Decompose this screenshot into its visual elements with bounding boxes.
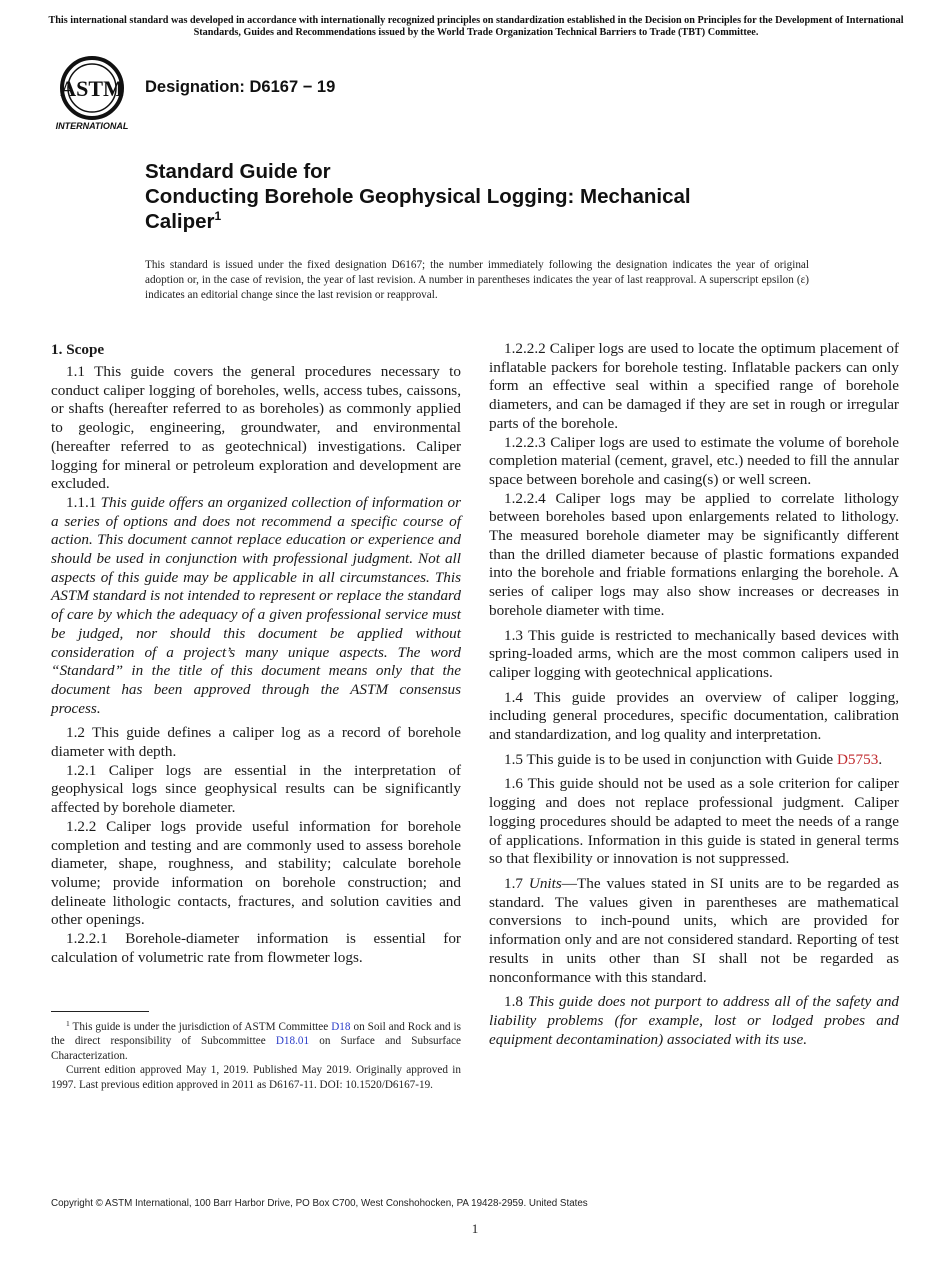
para-1-2-2-2: 1.2.2.2 Caliper logs are used to locate the optimum placement of inflatable packers for borehole testing. Inflatable packers can only form an effective seal within a specified range of borehole diameters, and can be damaged if they are set in rough or irregular parts of the borehole. <box>489 340 899 432</box>
logo-subtext: INTERNATIONAL <box>55 121 129 131</box>
page-number: 1 <box>471 1221 479 1236</box>
title-line-1: Standard Guide for <box>145 160 331 183</box>
committee-d18-link[interactable]: D18 <box>331 1021 351 1033</box>
para-1-5: 1.5 This guide is to be used in conjunction with Guide D5753. <box>504 750 883 768</box>
footnote <box>51 1020 461 1092</box>
para-1-1-1: 1.1.1 This guide offers an organized collection of information or a series of options and does not recommend a specific course of action. This document cannot replace education or experience and should be used in conjunction with professional judgment. Not all aspects of this guide may be applicable in all circumstances. This ASTM standard is not intended to represent or replace the standard of care by which the adequacy of a given professional service must be judged, nor should this document be applied without consideration of a project’s many unique aspects. The word “Standard” in the title of this document means only that the document has been approved through the ASTM consensus process. <box>51 493 461 717</box>
trade-notice: This international standard was developed in accordance with internationally recognized principles on standardization established in the Decision on Principles for the Development of International Standards, Guides and Recommendations issued by the World Trade Organization Technical Barriers to Trade (TBT) Committee. <box>48 15 904 38</box>
left-column <box>51 340 461 968</box>
para-1-2-2-4: 1.2.2.4 Caliper logs may be applied to correlate lithology between boreholes based upon enlargements related to lithology. The measured borehole diameter may be significantly different than the drilled diameter because of plastic formations expanded into the borehole and friable formations enlarging the borehole. A series of caliper logs may also show increases or decreases in borehole diameter with time. <box>489 489 899 619</box>
designation: Designation: D6167 − 19 <box>145 78 336 96</box>
footnote-divider <box>51 1011 149 1012</box>
subcommittee-d18-01-link[interactable]: D18.01 <box>275 1035 310 1048</box>
para-1-2-2-3: 1.2.2.3 Caliper logs are used to estimate the volume of borehole completion material (cement, gravel, etc.) needed to fill the annular space between borehole and casing(s) or well screen. <box>489 433 899 488</box>
footnote-edition: Current edition approved May 1, 2019. Published May 2019. Originally approved in 1997. Last previous edition approved in 2011 as D6167-11. DOI: 10.1520/D6167-19. <box>51 1064 461 1091</box>
astm-logo <box>50 55 136 133</box>
para-1-2-1: 1.2.1 Caliper logs are essential in the interpretation of geophysical logs since geophysical results can be significantly affected by borehole diameter. <box>51 761 461 817</box>
issue-note: This standard is issued under the fixed designation D6167; the number immediately following the designation indicates the year of original adoption or, in the case of revision, the year of last revision. A number in parentheses indicates the year of last reapproval. A superscript epsilon (ε) indicates an editorial change since the last revision or reapproval. <box>145 259 809 301</box>
para-1-1: 1.1 This guide covers the general procedures necessary to conduct caliper logging of boreholes, wells, access tubes, caissons, or shafts (hereafter referred to as boreholes) as commonly applied to geologic, engineering, groundwater, and environmental (hereafter referred to as geotechnical) investigations. Caliper logging for mineral or petroleum exploration and development are excluded. <box>51 363 461 493</box>
section-heading-scope: 1. Scope <box>51 341 105 358</box>
para-1-3: 1.3 This guide is restricted to mechanically based devices with spring-loaded arms, which are the most common calipers used in caliper logging with geotechnical applications. <box>489 626 899 681</box>
para-1-6: 1.6 This guide should not be used as a sole criterion for caliper logging and does not replace professional judgment. Caliper logging procedures should be adapted to meet the needs of a range of applications. Information in this guide is stated in general terms so that flexibility or innovation is not suppressed. <box>489 775 899 868</box>
logo-text: ASTM <box>60 76 124 101</box>
para-1-4: 1.4 This guide provides an overview of caliper logging, including general procedures, specific documentation, calibration and standardization, and log quality and interpretation. <box>489 688 899 744</box>
title-line-2: Conducting Borehole Geophysical Logging: Mechanical <box>145 185 691 208</box>
para-1-2-2-1: 1.2.2.1 Borehole-diameter information is essential for calculation of volumetric rate from flowmeter logs. <box>51 930 461 966</box>
guide-d5753-link[interactable]: D5753 <box>836 750 879 768</box>
para-1-2: 1.2 This guide defines a caliper log as a record of borehole diameter with depth. <box>51 724 461 761</box>
para-1-2-2: 1.2.2 Caliper logs provide useful information for borehole completion and testing and are commonly used to assess borehole diameter, shape, roughness, and stability; calculate borehole volume; provide information on borehole construction; and delineate lithologic contacts, fractures, and solution cavities and other openings. <box>51 817 461 929</box>
title-footnote-mark: 1 <box>214 209 222 223</box>
para-1-8: 1.8 This guide does not purport to address all of the safety and liability problems (for example, lost or lodged probes and equipment decontamination) associated with its use. <box>489 993 900 1048</box>
right-column <box>489 340 899 1049</box>
title-line-3: Caliper$^1$ <box>145 209 222 233</box>
footnote-1: $^1$ This guide is under the jurisdiction of ASTM Committee D18 on Soil and Rock and is the direct responsibility of Subcommittee D18.01 on Surface and Subsurface Characterization. <box>51 1019 461 1062</box>
copyright: Copyright © ASTM International, 100 Barr Harbor Drive, PO Box C700, West Conshohocken, PA 19428-2959. United States <box>51 1198 588 1209</box>
document-title <box>145 159 865 234</box>
para-1-7: 1.7 Units—The values stated in SI units are to be regarded as standard. The values given in parentheses are mathematical conversions to inch-pound units, which are provided for information only and are not considered standard. Reporting of test results in units other than SI shall not be regarded as nonconformance with this standard. <box>489 874 899 986</box>
